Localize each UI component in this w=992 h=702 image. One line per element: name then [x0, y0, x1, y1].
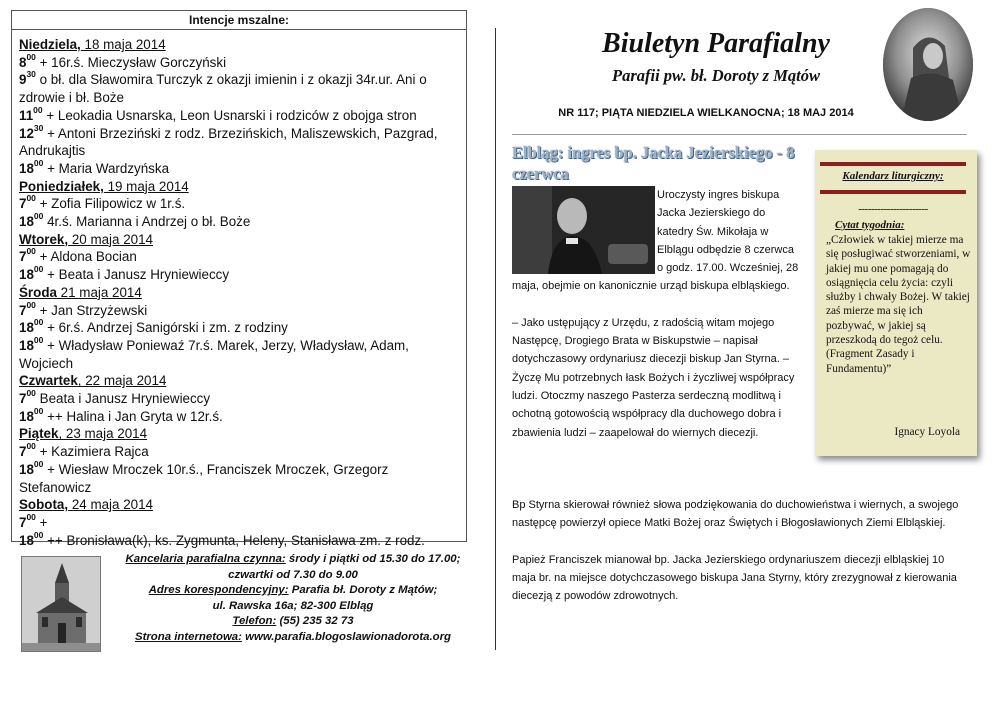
- mass-hour: 7: [19, 196, 27, 212]
- day-date: , 23 maja 2014: [58, 426, 148, 442]
- intention-text: + Antoni Brzeziński z rodz. Brzezińskich, Maliszewskich, Pazgrad, Andrukajtis: [19, 125, 438, 159]
- mass-minutes: 00: [33, 264, 44, 275]
- intention-day-heading: [19, 178, 460, 196]
- calendar-dashes: ----------------------: [858, 204, 928, 215]
- sidebar-red-bar-bottom: [820, 190, 966, 194]
- intention-entry: [19, 319, 460, 337]
- mass-hour: 7: [19, 302, 27, 318]
- intention-day-heading: [19, 36, 460, 54]
- intention-day-heading: [19, 425, 460, 443]
- intention-entry: [19, 51, 460, 72]
- mass-hour: 18: [19, 461, 34, 477]
- church-image: [22, 557, 101, 652]
- office-hours-label: Kancelaria parafialna czynna:: [125, 553, 286, 565]
- mass-hour: 9: [19, 72, 27, 88]
- column-divider: [495, 28, 496, 650]
- mass-minutes: 00: [26, 51, 36, 62]
- mass-hour: 18: [19, 267, 34, 283]
- intention-entry: [19, 266, 460, 284]
- intention-day-heading: [19, 284, 460, 302]
- intention-entry: [19, 405, 460, 426]
- intention-text: + Beata i Janusz Hryniewieccy: [43, 267, 230, 283]
- intentions-list: [19, 36, 460, 549]
- website-link[interactable]: www.parafia.blogoslawionadorota.org: [241, 630, 452, 643]
- intention-entry: [19, 334, 460, 372]
- intention-entry: [19, 213, 460, 231]
- address-label: Adres korespondencyjny:: [148, 584, 289, 597]
- mass-hour: 7: [19, 249, 27, 265]
- intentions-title: Intencje mszalne:: [12, 13, 466, 30]
- intention-entry: [19, 529, 460, 550]
- mass-hour: 7: [19, 391, 27, 407]
- mass-minutes: 00: [26, 511, 36, 522]
- bulletin-subtitle: Parafii pw. bł. Doroty z Mątów: [612, 66, 820, 85]
- mass-hour: 7: [19, 514, 27, 530]
- intention-text: + Wiesław Mroczek 10r.ś., Franciszek Mroczek, Grzegorz Stefanowicz: [19, 461, 389, 495]
- mass-hour: 18: [19, 320, 34, 336]
- mass-minutes: 00: [33, 317, 44, 328]
- mass-minutes: 00: [33, 529, 44, 540]
- day-name: Poniedziałek,: [19, 178, 104, 194]
- article-title: Elbląg: ingres bp. Jacka Jezierskiego - 8 czerwca: [512, 143, 795, 183]
- mass-hour: 12: [19, 125, 34, 141]
- intention-text: +: [35, 514, 48, 530]
- intention-text: Beata i Janusz Hryniewieccy: [35, 391, 211, 407]
- intention-text: ++ Bronisława(k), ks. Zygmunta, Heleny, Stanisława zm. z rodz.: [43, 532, 425, 548]
- article-body-continued: [512, 496, 964, 623]
- article-paragraph-1: Uroczysty ingres biskupa Jacka Jezierskiego do katedry Św. Mikołaja w Elblągu odbędzie 8 czerwca o godz. 17.00. Wcześniej, 28 maja, obejmie on kanonicznie urząd biskupa elbląskiego.: [512, 189, 799, 293]
- liturgical-calendar-sidebar: [815, 150, 977, 456]
- office-hours-value-2: czwartki od 7.30 do 9.00: [228, 568, 358, 581]
- day-name: Piątek: [19, 426, 59, 442]
- intention-day-heading: [19, 231, 460, 249]
- intention-day-heading: [19, 496, 460, 514]
- mass-minutes: 00: [26, 299, 36, 310]
- day-name: Środa: [19, 284, 57, 300]
- mass-minutes: 00: [33, 405, 44, 416]
- intention-entry: [19, 71, 460, 106]
- mass-minutes: 00: [33, 157, 44, 168]
- quote-of-week-title: Cytat tygodnia:: [835, 219, 905, 231]
- intention-text: + 16r.ś. Mieczysław Gorczyński: [35, 54, 227, 70]
- day-date: 21 maja 2014: [56, 284, 142, 300]
- parish-office-info: [112, 552, 474, 646]
- day-date: 24 maja 2014: [68, 497, 153, 513]
- intention-text: + Aldona Bocian: [35, 249, 137, 265]
- intention-text: + Leokadia Usnarska, Leon Usnarski i rodziców z obojga stron: [42, 107, 417, 123]
- mass-minutes: 00: [33, 104, 43, 115]
- day-date: 18 maja 2014: [80, 37, 166, 52]
- sidebar-red-bar-top: [820, 162, 966, 166]
- mass-minutes: 00: [26, 388, 36, 399]
- mass-minutes: 00: [26, 246, 36, 257]
- blessed-dorota-oval-image: [883, 8, 973, 121]
- quote-author: Ignacy Loyola: [894, 426, 960, 438]
- mass-minutes: 00: [33, 211, 44, 222]
- mass-intentions-box: [11, 10, 467, 548]
- intention-entry: [19, 104, 460, 125]
- intention-entry: [19, 390, 460, 408]
- header-rule: [512, 134, 967, 135]
- intention-text: + Władysław Poniewaź 7r.ś. Marek, Jerzy, Władysław, Adam, Wojciech: [19, 337, 409, 371]
- day-date: , 22 maja 2014: [77, 373, 167, 389]
- article-paragraph-4: Papież Franciszek mianował bp. Jacka Jezierskiego ordynariuszem diecezji elbląskiej 10 maja br. na miejsce dotychczasowego biskupa Jana Styrny, który zrezygnował z kierowania diecezją z powodów zdrowotnych.: [512, 553, 957, 603]
- mass-hour: 7: [19, 444, 27, 460]
- phone-label: Telefon:: [232, 615, 277, 628]
- day-name: Wtorek,: [19, 231, 69, 247]
- intention-text: + Jan Strzyżewski: [35, 302, 148, 318]
- church-photo: [21, 556, 101, 652]
- article-paragraph-3: Bp Styrna skierował również słowa podziękowania do duchowieństwa i wiernych, a swojego następcę powierzył opiece Matki Bożej oraz Świętych i Błogosławionych Ziemi Elbląskiej.: [512, 499, 959, 530]
- mass-hour: 18: [19, 337, 34, 353]
- issue-info: NR 117; PIĄTA NIEDZIELA WIELKANOCNA; 18 MAJ 2014: [558, 107, 854, 119]
- portrait-image: [883, 8, 973, 121]
- intention-text: + Kazimiera Rajca: [35, 444, 149, 460]
- mass-hour: 18: [19, 214, 34, 230]
- day-date: 19 maja 2014: [103, 178, 189, 194]
- mass-hour: 18: [19, 160, 34, 176]
- intention-text: + Zofia Filipowicz w 1r.ś.: [35, 196, 186, 212]
- mass-minutes: 30: [33, 122, 44, 133]
- mass-hour: 8: [19, 54, 27, 70]
- intention-entry: [19, 458, 460, 496]
- mass-minutes: 00: [26, 441, 36, 452]
- intention-entry: [19, 157, 460, 178]
- calendar-title: Kalendarz liturgiczny:: [842, 170, 944, 182]
- intention-entry: [19, 248, 460, 266]
- bulletin-title: Biuletyn Parafialny: [602, 28, 830, 59]
- address-value: Parafia bł. Doroty z Mątów;: [288, 584, 438, 597]
- intention-entry: [19, 122, 460, 160]
- intention-text: + Maria Wardzyńska: [43, 160, 170, 176]
- day-date: 20 maja 2014: [68, 231, 153, 247]
- phone-value: (55) 235 32 73: [276, 615, 354, 628]
- intention-entry: [19, 195, 460, 213]
- intention-entry: [19, 511, 460, 532]
- article-paragraph-2: – Jako ustępujący z Urzędu, z radością witam mojego Następcę, Drogiego Brata w Biskupstwie – napisał dotychczasowy ordynariusz diecezji biskup Jan Styrna. – Życzę Mu potrzebnych łask Bożych i życzliwej współpracy ludzi. Otoczmy naszego Pasterza serdeczną modlitwą i ochotną gotowością współpracy dla duchowego dobra i zbawienia ludzi – zaapelował do wiernych diecezji.: [512, 316, 795, 439]
- quote-text: „Człowiek w takiej mierze ma się posługiwać stworzeniami, w jakiej mu one pomagają do osiągnięcia celu życia: czyli służby i chwały Bożej. W takiej zaś mierze ma się ich pozbywać, w jakiej są przeszkodą do tegoż celu. (Fragment Zasady i Fundamentu)”: [826, 234, 971, 375]
- intention-day-heading: [19, 372, 460, 390]
- mass-minutes: 00: [26, 193, 36, 204]
- website-label: Strona internetowa:: [134, 630, 242, 643]
- mass-hour: 18: [19, 532, 34, 548]
- office-hours-value: środy i piątki od 15.30 do 17.00;: [285, 553, 461, 565]
- day-name: Niedziela,: [19, 37, 81, 52]
- intention-text: + 6r.ś. Andrzej Sanigórski i zm. z rodziny: [43, 320, 288, 336]
- mass-minutes: 00: [33, 334, 44, 345]
- address-value-2: ul. Rawska 16a; 82-300 Elbląg: [212, 599, 374, 612]
- intention-text: o bł. dla Sławomira Turczyk z okazji imienin i z okazji 34r.ur. Ani o zdrowie i bł. Boże: [19, 72, 427, 106]
- intention-text: ++ Halina i Jan Gryta w 12r.ś.: [43, 408, 223, 424]
- mass-minutes: 30: [26, 69, 36, 80]
- mass-hour: 11: [19, 107, 34, 123]
- day-name: Czwartek: [19, 373, 78, 389]
- mass-hour: 18: [19, 408, 34, 424]
- intention-entry: [19, 299, 460, 320]
- intention-entry: [19, 443, 460, 461]
- intention-text: 4r.ś. Marianna i Andrzej o bł. Boże: [43, 214, 251, 230]
- mass-minutes: 00: [33, 458, 44, 469]
- article-body: [512, 186, 802, 460]
- day-name: Sobota,: [19, 497, 69, 513]
